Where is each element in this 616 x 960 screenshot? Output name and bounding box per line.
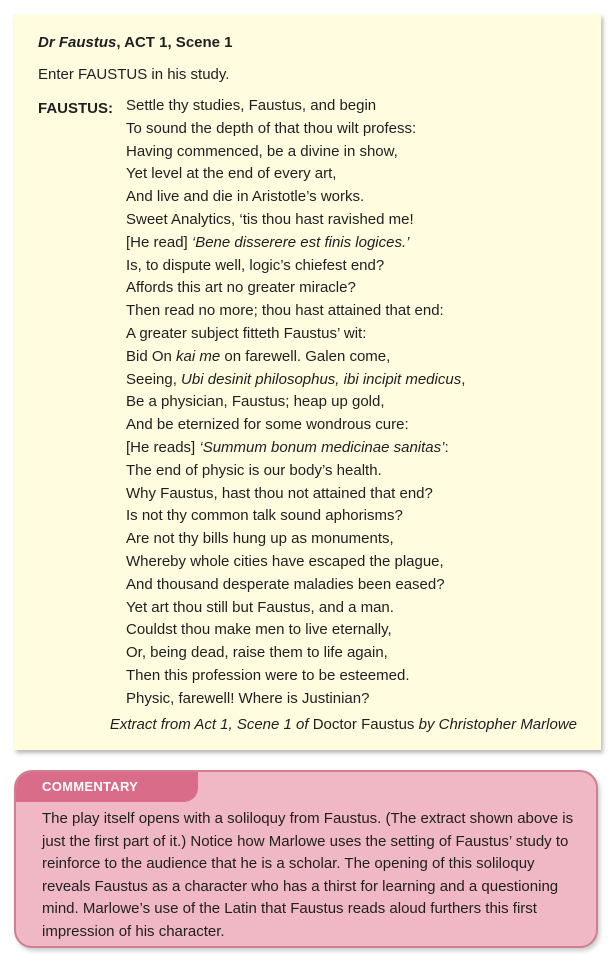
extract-source [110,716,577,733]
source-play-title: Doctor Faustus [312,716,415,733]
verse-line [126,391,465,414]
verse-line [126,95,465,118]
verse-text: Then this profession were to be esteemed. [126,666,410,684]
verse-line [126,118,465,141]
verse-line [126,688,465,711]
verse-text: Why Faustus, hast thou not attained that end? [126,484,433,502]
verse-line [126,574,465,597]
verse-text: Or, being dead, raise them to life again, [126,644,388,662]
verse-line [126,505,465,528]
verse-text: Yet art thou still but Faustus, and a man. [126,598,394,616]
verse-text: Sweet Analytics, ‘tis thou hast ravished me! [126,210,414,228]
verse-lines [126,95,465,711]
commentary-text: The play itself opens with a soliloquy from Faustus. (The extract shown above is just the first part of it.) Notice how Marlowe uses the setting of Faustus’ study to reinforce to the audience that he is a scholar. The opening of this soliloquy reveals Faustus as a character who has a thirst for learning and a questioning mind. Marlowe’s use of the Latin that Faustus reads aloud furthers this first impression of his character. [42,810,574,940]
verse-line [126,369,465,392]
verse-line [126,528,465,551]
verse-text: [He reads] [126,438,200,456]
verse-line [126,597,465,620]
extract-heading [38,34,233,51]
commentary-box [14,770,598,948]
verse-line [126,186,465,209]
verse-text: And thousand desperate maladies been eased? [126,575,445,593]
verse-text: Seeing, [126,370,182,388]
verse-line [126,141,465,164]
verse-line [126,277,465,300]
verse-text: on farewell. Galen come, [220,347,391,365]
verse-line [126,665,465,688]
verse-latin-text: ‘Bene disserere est finis logices.’ [191,233,410,251]
verse-line [126,209,465,232]
commentary-tab [16,772,198,802]
verse-line [126,483,465,506]
extract-box [14,14,601,750]
verse-latin-text: Ubi desinit philosophus, ibi incipit medicus [181,370,462,388]
verse-line [126,642,465,665]
verse-line [126,619,465,642]
verse-text: Whereby whole cities have escaped the plague, [126,552,444,570]
verse-text: Affords this art no greater miracle? [126,279,356,297]
speaker-colon: : [108,100,114,117]
verse-text: : [444,438,449,456]
stage-direction: Enter FAUSTUS in his study. [38,66,230,83]
verse-text: [He read] [126,233,192,251]
commentary-label: COMMENTARY [42,779,139,794]
verse-line [126,163,465,186]
verse-line [126,460,465,483]
verse-text: A greater subject fitteth Faustus’ wit: [126,324,367,342]
verse-text: Bid On [126,347,177,365]
verse-text: Is not thy common talk sound aphorisms? [126,507,403,525]
speaker-label [38,100,113,117]
verse-line [126,323,465,346]
verse-line [126,232,465,255]
verse-line [126,414,465,437]
verse-text: Couldst thou make men to live eternally, [126,621,392,639]
verse-text: Having commenced, be a divine in show, [126,142,398,160]
heading-act-scene: , ACT 1, Scene 1 [116,34,233,51]
heading-title: Dr Faustus [38,34,117,51]
verse-text: Physic, farewell! Where is Justinian? [126,689,370,707]
source-author: by Christopher Marlowe [414,716,577,733]
verse-text: Be a physician, Faustus; heap up gold, [126,393,385,411]
verse-text: The end of physic is our body’s health. [126,461,382,479]
speaker-name: FAUSTUS [38,100,109,117]
verse-line [126,551,465,574]
verse-text: Is, to dispute well, logic’s chiefest end? [126,256,385,274]
verse-text: And be eternized for some wondrous cure: [126,416,409,434]
verse-text: To sound the depth of that thou wilt profess: [126,119,417,137]
verse-text: Settle thy studies, Faustus, and begin [126,97,377,114]
verse-line [126,300,465,323]
verse-line [126,346,465,369]
verse-latin-text: kai me [176,347,221,365]
source-prefix: Extract from Act 1, Scene 1 of [109,716,313,733]
verse-line [126,437,465,460]
verse-line [126,255,465,278]
verse-text: Then read no more; thou hast attained that end: [126,302,444,320]
verse-latin-text: ‘Summum bonum medicinae sanitas’ [199,438,445,456]
verse-text: Yet level at the end of every art, [126,165,337,183]
verse-text: , [461,370,466,388]
verse-text: Are not thy bills hung up as monuments, [126,530,394,548]
verse-text: And live and die in Aristotle’s works. [126,188,365,206]
